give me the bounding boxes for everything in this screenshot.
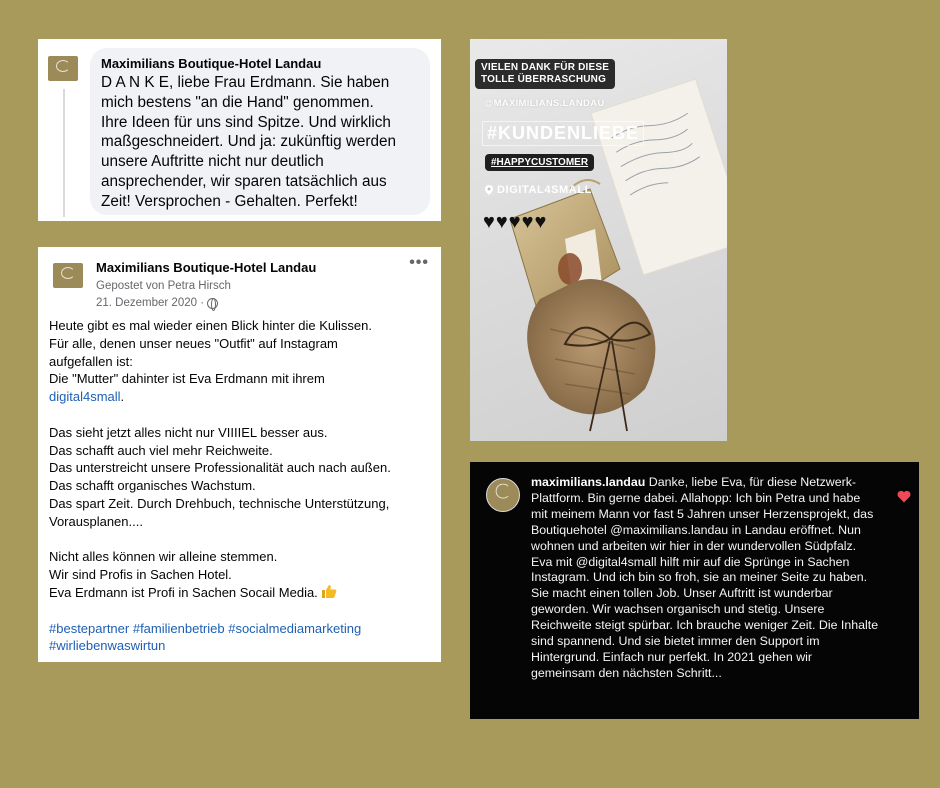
story-caption-line: VIELEN DANK FÜR DIESE (481, 62, 610, 73)
post-line: Wir sind Profis in Sachen Hotel. (49, 567, 232, 583)
location-pin-icon (485, 185, 493, 195)
comment-line: D A N K E, liebe Frau Erdmann. Sie haben (101, 74, 390, 91)
comment-body: Danke, liebe Eva, für diese Netzwerk-Plattform. Bin gerne dabei. Allahopp: Ich bin Petra und habe mit meinem Mann vor fast 5 Jahren unser Herzensprojekt, das Boutiquehotel @maximilians.landau in Landau eröffnet. Nun wohnen und arbeiten wir hier in der wundervollen Südpfalz. Eva mit @digital4small hilft mir auf die Sprünge in Sachen Instagram. Und ich bin so froh, sie an meiner Seite zu haben. Sie macht einen tollen Job. Unser Auftritt ist wunderbar geworden. Wir wachsen organisch und stetig. Unsere Reichweite steigt spürbar. Ich brauche weniger Zeit. Die Inhalte sind spannend. Und sie bietet immer den Support im Hintergrund. Einfach nur perfekt. In 2021 gehen wir gemeinsam den nächsten Schritt... (531, 475, 879, 680)
post-line: Das sieht jetzt alles nicht nur VIIIIEL besser aus. (49, 424, 328, 440)
instagram-story-photo (470, 39, 727, 441)
post-line-text: Eva Erdmann ist Profi in Sachen Socail Media. (49, 584, 318, 600)
facebook-post-card (38, 247, 441, 662)
facebook-comment-card (38, 39, 441, 221)
globe-icon (207, 298, 218, 309)
comment-bubble (90, 48, 430, 215)
story-hearts: ♥♥♥♥♥ (483, 211, 548, 233)
posted-by: Gepostet von Petra Hirsch (96, 280, 231, 292)
comment-line: Zeit! Versprochen - Gehalten. Perfekt! (101, 192, 358, 210)
comment-line: Ihre Ideen für uns sind Spitze. Und wirklich (101, 113, 391, 131)
post-line (49, 388, 434, 406)
hashtags-line[interactable]: #wirliebenwaswirtun (49, 638, 166, 654)
post-line: Die "Mutter" dahinter ist Eva Erdmann mit ihrem (49, 371, 325, 387)
post-line: Das unterstreicht unsere Professionalität auch nach außen. (49, 460, 391, 476)
comment-line: ansprechender, wir sparen tatsächlich aus (101, 172, 387, 190)
hotel-logo-avatar[interactable] (48, 56, 78, 81)
post-line: Heute gibt es mal wieder einen Blick hinter die Kulissen. (49, 318, 373, 333)
post-line: aufgefallen ist: (49, 353, 133, 369)
hotel-logo-avatar[interactable] (486, 478, 520, 512)
comment-thread-line (63, 89, 65, 217)
hotel-logo-avatar[interactable] (53, 263, 83, 288)
post-line: Vorausplanen.... (49, 513, 143, 529)
story-hashtag-kundenliebe[interactable]: #KUNDENLIEBE (482, 121, 644, 146)
more-horizontal-icon[interactable]: ••• (409, 254, 429, 271)
story-caption-label (475, 59, 615, 89)
comment-author[interactable]: Maximilians Boutique-Hotel Landau (101, 56, 322, 71)
thumbs-up-emoji-icon (321, 584, 338, 599)
story-location-text: DIGITAL4SMALL (497, 184, 592, 196)
post-line (49, 584, 434, 602)
heart-icon[interactable] (897, 490, 911, 503)
post-line (49, 637, 434, 655)
post-line (49, 620, 434, 638)
post-author[interactable]: Maximilians Boutique-Hotel Landau (96, 260, 317, 275)
post-line: Das spart Zeit. Durch Drehbuch, technische Unterstützung, (49, 495, 390, 511)
instagram-comment-card (470, 462, 919, 719)
comment-text (101, 73, 420, 212)
post-line: Nicht alles können wir alleine stemmen. (49, 549, 278, 565)
story-hashtag-happycustomer[interactable]: #HAPPYCUSTOMER (485, 154, 594, 171)
comment-line: unsere Auftritte nicht nur deutlich (101, 153, 324, 171)
link-suffix: . (120, 389, 125, 405)
comment-line: mich bestens "an die Hand" genommen. (101, 93, 374, 111)
post-line: Das schafft auch viel mehr Reichweite. (49, 442, 273, 458)
story-mention[interactable]: @MAXIMILIANS.LANDAU (484, 98, 605, 109)
story-location-sticker[interactable] (485, 184, 592, 196)
comment-line: maßgeschneidert. Und ja: zukünftig werden (101, 133, 397, 151)
post-line: Für alle, denen unser neues "Outfit" auf Instagram (49, 335, 338, 351)
comment-username[interactable]: maximilians.landau (531, 475, 646, 489)
instagram-comment-text (531, 475, 879, 682)
post-date-text[interactable]: 21. Dezember 2020 · (96, 297, 205, 309)
post-date (96, 297, 218, 309)
digital4small-link[interactable]: digital4small (49, 389, 121, 405)
post-line: Das schafft organisches Wachstum. (49, 478, 256, 494)
story-caption-line: TOLLE ÜBERRASCHUNG (481, 74, 607, 85)
hashtags-line[interactable]: #bestepartner #familienbetrieb #socialmediamarketing (49, 620, 362, 636)
post-body (49, 317, 434, 655)
